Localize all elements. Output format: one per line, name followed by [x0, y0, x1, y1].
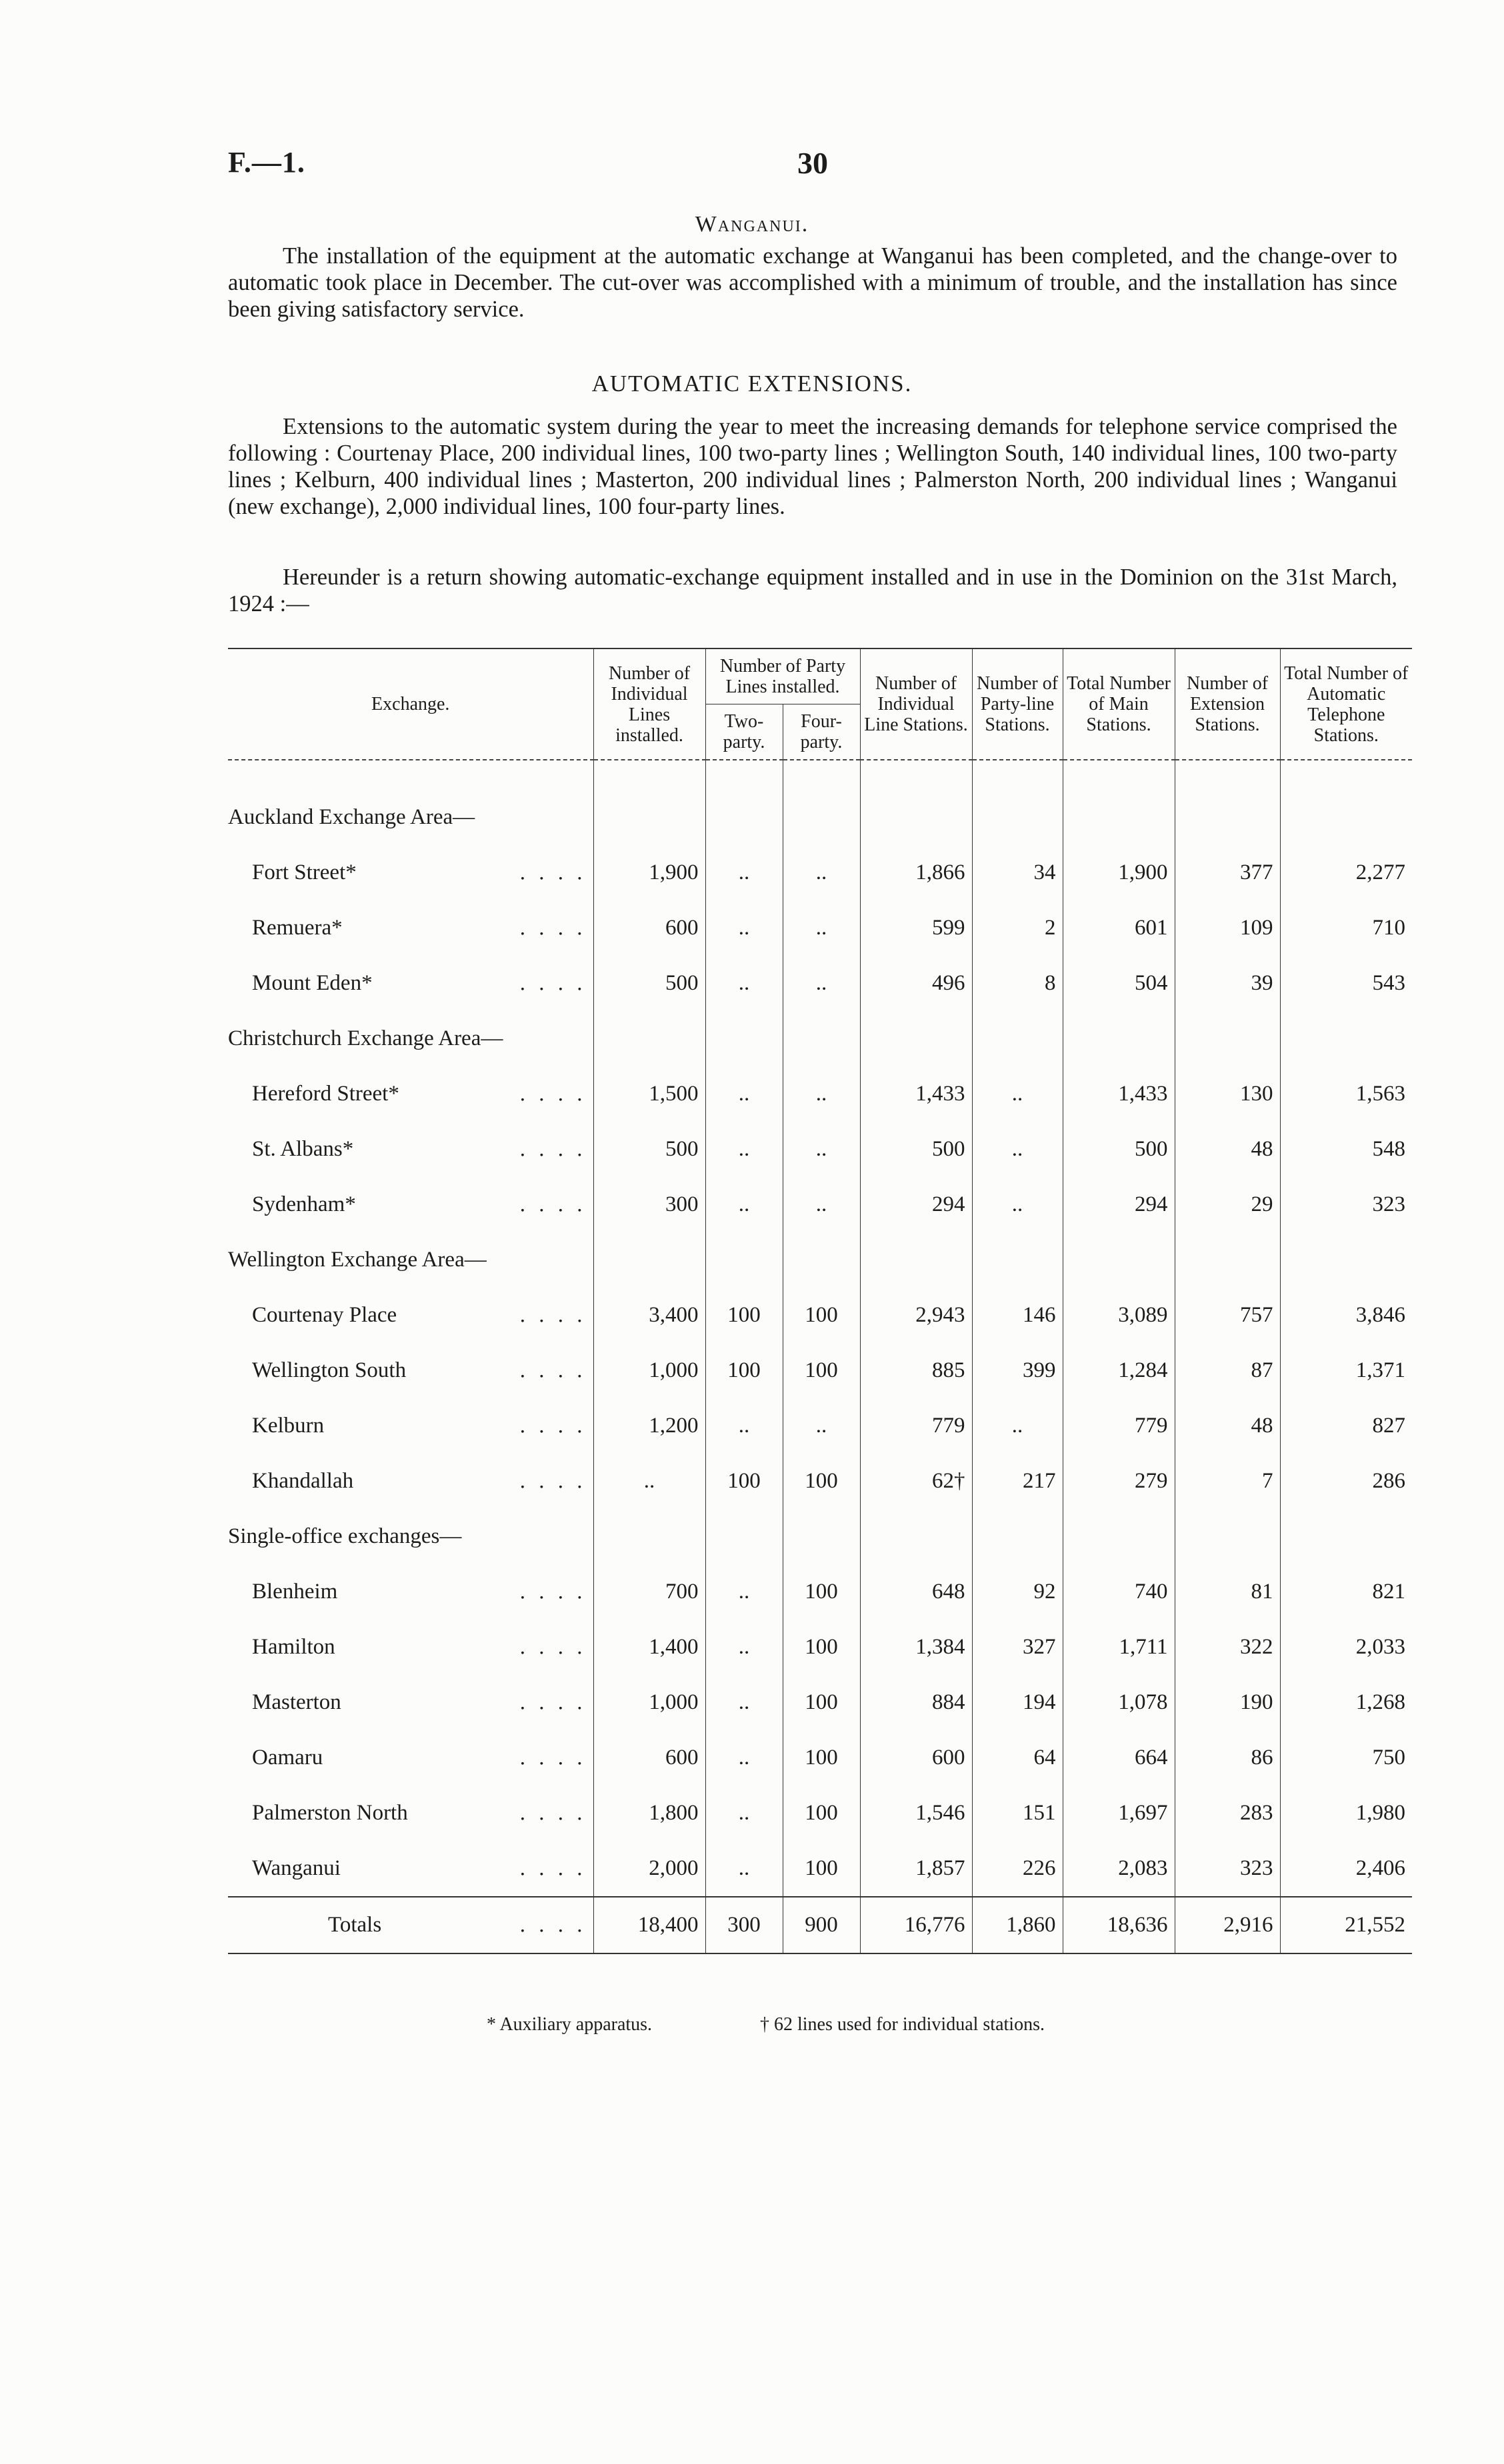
- row-exchange-name: St. Albans*: [252, 1137, 354, 1161]
- leader-dots: . . . .: [519, 971, 587, 995]
- return-intro-paragraph: [228, 564, 1397, 617]
- wanganui-paragraph: [228, 243, 1397, 323]
- cell: 664: [1063, 1730, 1175, 1786]
- cell: ..: [705, 1841, 783, 1897]
- total-cell: 300: [705, 1897, 783, 1953]
- table-group-row: [228, 790, 1412, 845]
- header-individual-lines: Number of Individual Lines installed.: [593, 648, 705, 760]
- total-cell: 900: [783, 1897, 860, 1953]
- total-cell: 21,552: [1280, 1897, 1412, 1953]
- cell: 779: [1063, 1398, 1175, 1454]
- cell: 504: [1063, 956, 1175, 1011]
- document-reference: F.—1.: [228, 146, 305, 179]
- group-label: Christchurch Exchange Area—: [228, 1026, 503, 1050]
- cell: 1,433: [860, 1066, 972, 1122]
- row-exchange-name: Hamilton: [252, 1635, 335, 1659]
- cell: 130: [1175, 1066, 1280, 1122]
- cell: 2: [972, 900, 1063, 956]
- cell: 3,846: [1280, 1288, 1412, 1343]
- cell: 500: [593, 1122, 705, 1177]
- row-exchange-name: Sydenham*: [252, 1192, 356, 1216]
- cell: ..: [972, 1398, 1063, 1454]
- cell: ..: [705, 1786, 783, 1841]
- cell: 3,400: [593, 1288, 705, 1343]
- table-group-row: [228, 1011, 1412, 1066]
- header-exchange: Exchange.: [228, 648, 593, 760]
- cell: 100: [783, 1786, 860, 1841]
- cell: 543: [1280, 956, 1412, 1011]
- cell: 100: [783, 1730, 860, 1786]
- totals-row: [228, 1897, 1412, 1953]
- header-four-party: Four-party.: [783, 704, 860, 760]
- header-party-stations: Number of Party-line Stations.: [972, 648, 1063, 760]
- cell: 700: [593, 1564, 705, 1620]
- cell: ..: [972, 1066, 1063, 1122]
- leader-dots: . . . .: [519, 1082, 587, 1106]
- row-exchange-name: Remuera*: [252, 916, 343, 940]
- cell: 779: [860, 1398, 972, 1454]
- cell: 500: [860, 1122, 972, 1177]
- cell: ..: [783, 900, 860, 956]
- row-exchange-name: Fort Street*: [252, 860, 357, 884]
- leader-dots: . . . .: [519, 1580, 587, 1604]
- table-row: [228, 1841, 1412, 1897]
- leader-dots: . . . .: [519, 1469, 587, 1493]
- cell: 1,284: [1063, 1343, 1175, 1398]
- cell: 601: [1063, 900, 1175, 956]
- leader-dots: . . . .: [519, 860, 587, 884]
- table-row: [228, 1177, 1412, 1232]
- cell: ..: [705, 1620, 783, 1675]
- wanganui-text: The installation of the equipment at the automatic exchange at Wanganui has been completed, and the change-over to automatic took place in December. The cut-over was accomplished with a minimum of trouble, and the installation has since been giving satisfactory service.: [228, 243, 1397, 322]
- table-row: [228, 1343, 1412, 1398]
- cell: 827: [1280, 1398, 1412, 1454]
- cell: ..: [783, 1066, 860, 1122]
- group-label: Single-office exchanges—: [228, 1524, 462, 1548]
- cell: 2,033: [1280, 1620, 1412, 1675]
- cell: 100: [783, 1675, 860, 1730]
- cell: 323: [1280, 1177, 1412, 1232]
- cell: 323: [1175, 1841, 1280, 1897]
- row-exchange-name: Courtenay Place: [252, 1303, 397, 1327]
- header-two-party: Two-party.: [705, 704, 783, 760]
- cell: 48: [1175, 1398, 1280, 1454]
- cell: 1,546: [860, 1786, 972, 1841]
- table-row: [228, 956, 1412, 1011]
- cell: 1,384: [860, 1620, 972, 1675]
- cell: 322: [1175, 1620, 1280, 1675]
- cell: 599: [860, 900, 972, 956]
- footnote-lines-used: † 62 lines used for individual stations.: [760, 2014, 1045, 2035]
- cell: 399: [972, 1343, 1063, 1398]
- cell: ..: [705, 900, 783, 956]
- table-row: [228, 1786, 1412, 1841]
- cell: 64: [972, 1730, 1063, 1786]
- cell: 48: [1175, 1122, 1280, 1177]
- cell: 1,400: [593, 1620, 705, 1675]
- cell: 39: [1175, 956, 1280, 1011]
- cell: 279: [1063, 1454, 1175, 1509]
- table-row: [228, 1620, 1412, 1675]
- table-row: [228, 1398, 1412, 1454]
- table-row: [228, 1288, 1412, 1343]
- cell: 757: [1175, 1288, 1280, 1343]
- leader-dots: . . . .: [519, 1137, 587, 1161]
- cell: 146: [972, 1288, 1063, 1343]
- cell: 2,943: [860, 1288, 972, 1343]
- total-cell: 16,776: [860, 1897, 972, 1953]
- automatic-exchange-table: [228, 648, 1412, 1954]
- extensions-text: Extensions to the automatic system during the year to meet the increasing demands for telephone service comprised the following : Courtenay Place, 200 individual lines, 100 two-party lines ; Wellington South, 140 individual lines, 100 two-party lines ; Kelburn, 400 individual lines ; Masterton, 200 individual lines ; Palmerston North, 200 individual lines ; Wanganui (new exchange), 2,000 individual lines, 100 four-party lines.: [228, 414, 1397, 519]
- leader-dots: . . . .: [519, 1192, 587, 1216]
- cell: 100: [783, 1288, 860, 1343]
- return-intro-text: Hereunder is a return showing automatic-exchange equipment installed and in use in the Dominion on the 31st March, 1924 :—: [228, 565, 1397, 616]
- total-cell: 1,860: [972, 1897, 1063, 1953]
- cell: 7: [1175, 1454, 1280, 1509]
- table-row: [228, 1564, 1412, 1620]
- cell: 327: [972, 1620, 1063, 1675]
- row-exchange-name: Hereford Street*: [252, 1082, 399, 1106]
- cell: 100: [705, 1343, 783, 1398]
- cell: 34: [972, 845, 1063, 900]
- cell: 1,800: [593, 1786, 705, 1841]
- group-label: Wellington Exchange Area—: [228, 1248, 487, 1272]
- leader-dots: . . . .: [519, 1303, 587, 1327]
- cell: 377: [1175, 845, 1280, 900]
- cell: 100: [705, 1288, 783, 1343]
- cell: 1,900: [593, 845, 705, 900]
- cell: 100: [783, 1564, 860, 1620]
- cell: ..: [705, 1675, 783, 1730]
- cell: 1,500: [593, 1066, 705, 1122]
- table-row: [228, 845, 1412, 900]
- cell: ..: [783, 1122, 860, 1177]
- cell: 87: [1175, 1343, 1280, 1398]
- cell: 100: [783, 1343, 860, 1398]
- cell: 1,980: [1280, 1786, 1412, 1841]
- cell: ..: [705, 1398, 783, 1454]
- table-row: [228, 900, 1412, 956]
- header-total-stations: Total Number of Automatic Telephone Stations.: [1280, 648, 1412, 760]
- cell: 109: [1175, 900, 1280, 956]
- leader-dots: . . . .: [519, 1414, 587, 1438]
- cell: 648: [860, 1564, 972, 1620]
- cell: ..: [705, 1564, 783, 1620]
- cell: 100: [783, 1841, 860, 1897]
- cell: 81: [1175, 1564, 1280, 1620]
- cell: 194: [972, 1675, 1063, 1730]
- cell: ..: [593, 1454, 705, 1509]
- cell: 1,433: [1063, 1066, 1175, 1122]
- cell: 1,268: [1280, 1675, 1412, 1730]
- row-exchange-name: Blenheim: [252, 1580, 338, 1604]
- row-exchange-name: Palmerston North: [252, 1801, 408, 1825]
- group-label: Auckland Exchange Area—: [228, 805, 475, 829]
- leader-dots: . . . .: [519, 1856, 587, 1880]
- cell: 62†: [860, 1454, 972, 1509]
- cell: 1,866: [860, 845, 972, 900]
- totals-label: Totals: [328, 1913, 382, 1937]
- cell: 190: [1175, 1675, 1280, 1730]
- cell: ..: [705, 1730, 783, 1786]
- table-row: [228, 1730, 1412, 1786]
- leader-dots: . . . .: [519, 916, 587, 940]
- cell: 283: [1175, 1786, 1280, 1841]
- cell: 500: [1063, 1122, 1175, 1177]
- cell: 151: [972, 1786, 1063, 1841]
- cell: 1,857: [860, 1841, 972, 1897]
- header-extension-stations: Number of Extension Stations.: [1175, 648, 1280, 760]
- cell: ..: [705, 845, 783, 900]
- cell: 1,563: [1280, 1066, 1412, 1122]
- cell: 300: [593, 1177, 705, 1232]
- cell: 740: [1063, 1564, 1175, 1620]
- cell: 885: [860, 1343, 972, 1398]
- leader-dots: . . . .: [519, 1358, 587, 1382]
- cell: 1,000: [593, 1675, 705, 1730]
- cell: 86: [1175, 1730, 1280, 1786]
- table-row: [228, 1454, 1412, 1509]
- cell: 100: [783, 1620, 860, 1675]
- cell: ..: [972, 1122, 1063, 1177]
- header-party-lines: Number of Party Lines installed.: [705, 648, 860, 704]
- table-row: [228, 1675, 1412, 1730]
- cell: 1,078: [1063, 1675, 1175, 1730]
- total-cell: 18,400: [593, 1897, 705, 1953]
- cell: 2,277: [1280, 845, 1412, 900]
- cell: 884: [860, 1675, 972, 1730]
- cell: 294: [860, 1177, 972, 1232]
- cell: 217: [972, 1454, 1063, 1509]
- cell: 600: [860, 1730, 972, 1786]
- cell: 2,406: [1280, 1841, 1412, 1897]
- cell: ..: [705, 1177, 783, 1232]
- cell: 100: [783, 1454, 860, 1509]
- cell: 1,697: [1063, 1786, 1175, 1841]
- table-group-row: [228, 1232, 1412, 1288]
- cell: ..: [783, 1398, 860, 1454]
- cell: 294: [1063, 1177, 1175, 1232]
- cell: 226: [972, 1841, 1063, 1897]
- cell: ..: [783, 956, 860, 1011]
- cell: 1,371: [1280, 1343, 1412, 1398]
- cell: 496: [860, 956, 972, 1011]
- row-exchange-name: Wellington South: [252, 1358, 407, 1382]
- section-title-wanganui: Wanganui.: [695, 212, 809, 237]
- cell: 548: [1280, 1122, 1412, 1177]
- cell: 1,900: [1063, 845, 1175, 900]
- row-exchange-name: Khandallah: [252, 1469, 354, 1493]
- cell: 92: [972, 1564, 1063, 1620]
- cell: ..: [783, 845, 860, 900]
- cell: 500: [593, 956, 705, 1011]
- cell: 710: [1280, 900, 1412, 956]
- cell: ..: [705, 956, 783, 1011]
- section-title-automatic-extensions: AUTOMATIC EXTENSIONS.: [591, 371, 913, 397]
- cell: ..: [783, 1177, 860, 1232]
- cell: 29: [1175, 1177, 1280, 1232]
- cell: 1,000: [593, 1343, 705, 1398]
- header-individual-stations: Number of Individual Line Stations.: [860, 648, 972, 760]
- cell: 3,089: [1063, 1288, 1175, 1343]
- cell: 8: [972, 956, 1063, 1011]
- cell: 100: [705, 1454, 783, 1509]
- table-row: [228, 1122, 1412, 1177]
- cell: 1,200: [593, 1398, 705, 1454]
- header-main-stations: Total Number of Main Stations.: [1063, 648, 1175, 760]
- table-group-row: [228, 1509, 1412, 1564]
- leader-dots: . . . .: [519, 1913, 587, 1937]
- cell: ..: [972, 1177, 1063, 1232]
- row-exchange-name: Wanganui: [252, 1856, 341, 1880]
- leader-dots: . . . .: [519, 1801, 587, 1825]
- leader-dots: . . . .: [519, 1746, 587, 1770]
- total-cell: 18,636: [1063, 1897, 1175, 1953]
- leader-dots: . . . .: [519, 1635, 587, 1659]
- footnote-auxiliary: * Auxiliary apparatus.: [487, 2014, 653, 2035]
- cell: ..: [705, 1122, 783, 1177]
- leader-dots: . . . .: [519, 1690, 587, 1714]
- table-row: [228, 1066, 1412, 1122]
- row-exchange-name: Mount Eden*: [252, 971, 373, 995]
- row-exchange-name: Masterton: [252, 1690, 341, 1714]
- cell: ..: [705, 1066, 783, 1122]
- cell: 2,000: [593, 1841, 705, 1897]
- row-exchange-name: Kelburn: [252, 1414, 325, 1438]
- cell: 600: [593, 1730, 705, 1786]
- extensions-paragraph: [228, 413, 1397, 520]
- cell: 1,711: [1063, 1620, 1175, 1675]
- row-exchange-name: Oamaru: [252, 1746, 323, 1770]
- cell: 286: [1280, 1454, 1412, 1509]
- cell: 600: [593, 900, 705, 956]
- cell: 750: [1280, 1730, 1412, 1786]
- page-number: 30: [797, 146, 828, 180]
- total-cell: 2,916: [1175, 1897, 1280, 1953]
- cell: 821: [1280, 1564, 1412, 1620]
- cell: 2,083: [1063, 1841, 1175, 1897]
